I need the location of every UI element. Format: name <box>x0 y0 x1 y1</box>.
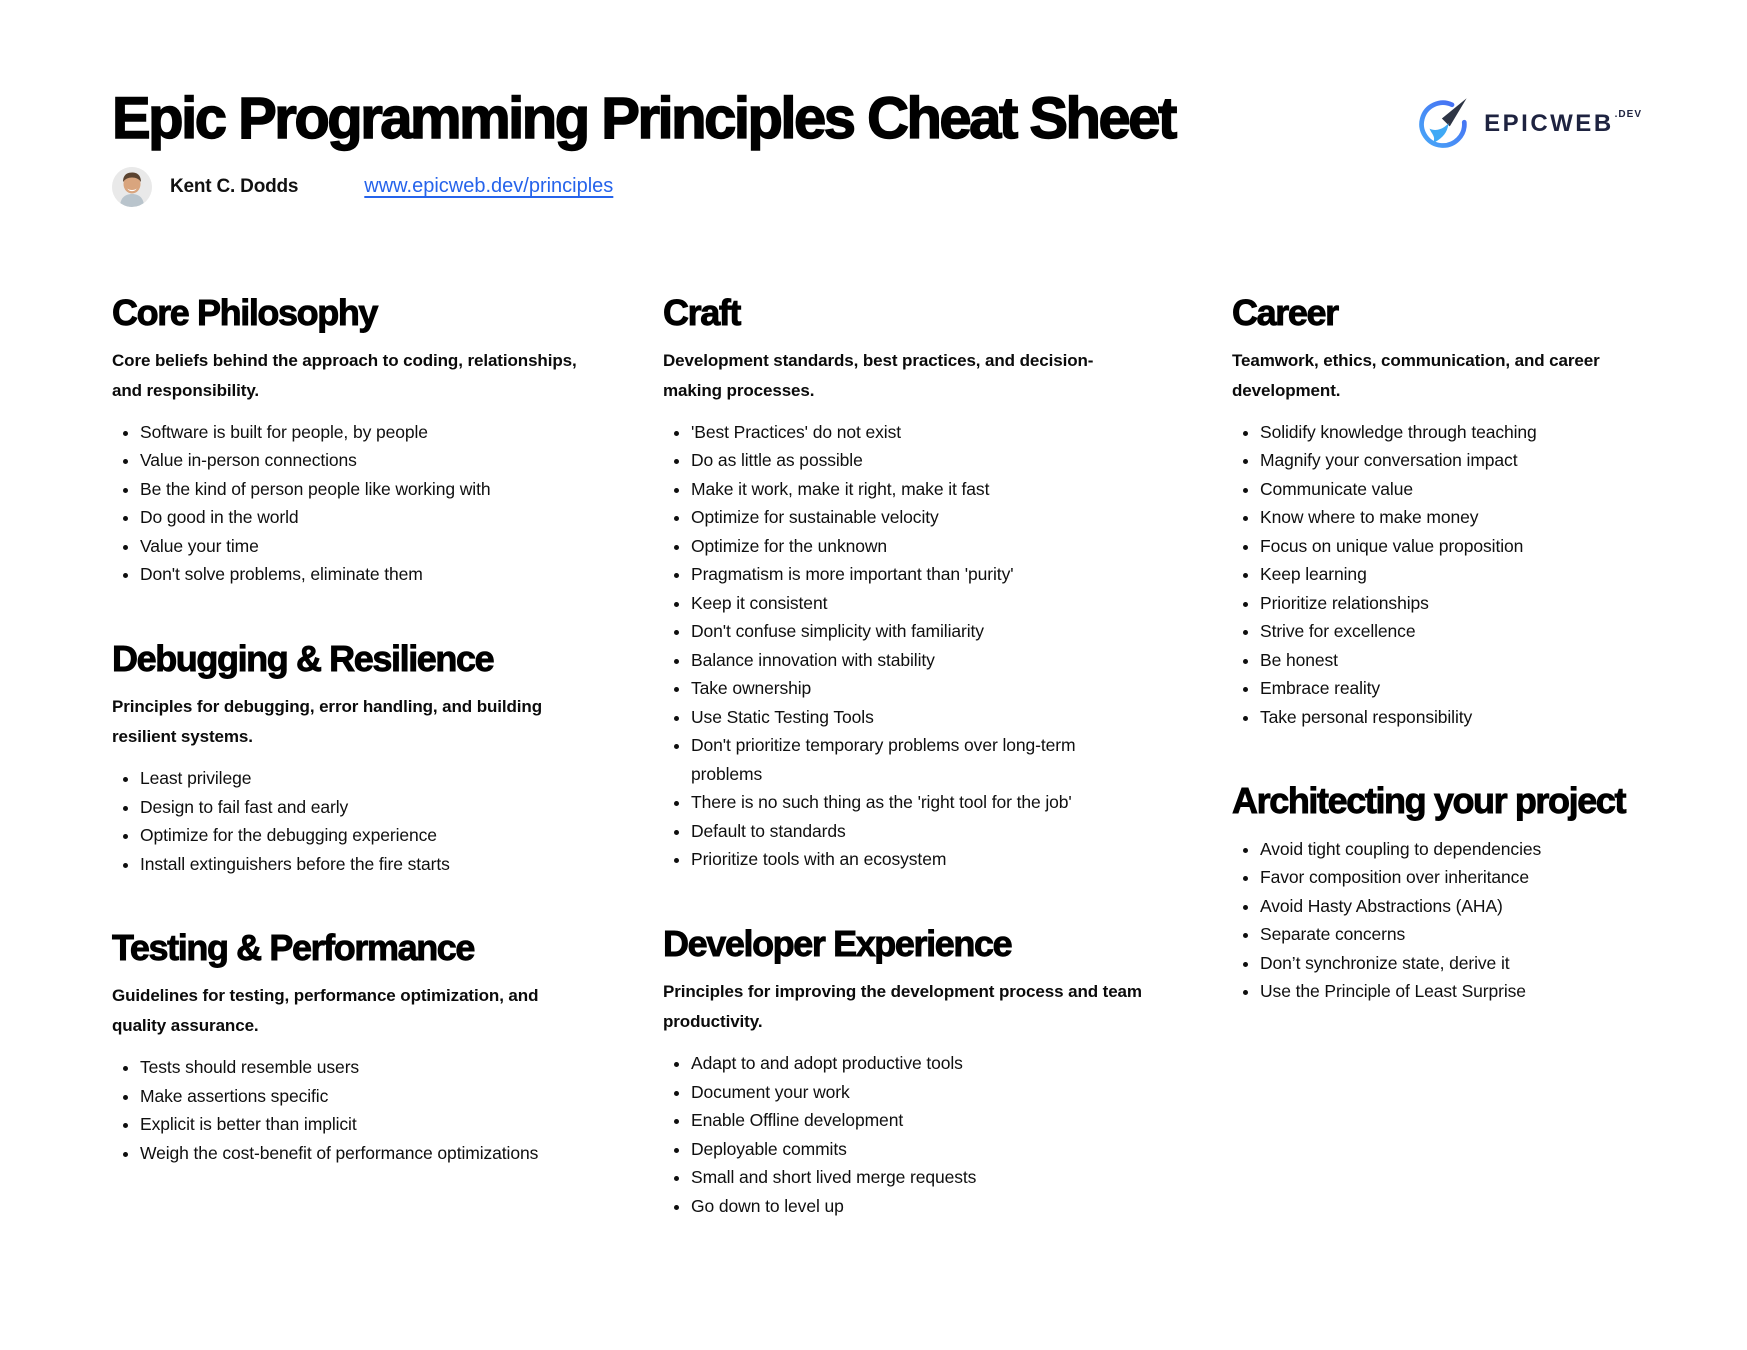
principles-list <box>663 418 1143 874</box>
column-1 <box>112 291 582 1168</box>
list-item: • Don’t synchronize state, derive it <box>1260 949 1672 978</box>
list-item: • Avoid Hasty Abstractions (AHA) <box>1260 892 1672 921</box>
section-heading: Debugging & Resilience <box>112 637 494 679</box>
column-3 <box>1232 291 1672 1006</box>
section-testing-performance <box>112 926 582 1167</box>
section-heading: Developer Experience <box>663 922 1012 964</box>
principles-list <box>112 1053 582 1167</box>
list-item: • Take personal responsibility <box>1260 703 1672 732</box>
list-item: • Don't prioritize temporary problems over long-term problems <box>691 731 1143 788</box>
list-item: • Communicate value <box>1260 475 1672 504</box>
header-left <box>112 86 1175 207</box>
list-item: • Small and short lived merge requests <box>691 1163 1143 1192</box>
list-item: • Avoid tight coupling to dependencies <box>1260 835 1672 864</box>
header <box>112 86 1672 207</box>
section-core-philosophy <box>112 291 582 589</box>
section-description: Principles for improving the development process and team productivity. <box>663 982 1142 1032</box>
list-item: • 'Best Practices' do not exist <box>691 418 1143 447</box>
list-item: • Install extinguishers before the fire starts <box>140 850 582 879</box>
epicweb-logo <box>1416 96 1642 150</box>
list-item: • Explicit is better than implicit <box>140 1110 582 1139</box>
brand-wordmark <box>1484 109 1642 138</box>
principles-list <box>112 764 582 878</box>
avatar-photo <box>112 167 152 207</box>
list-item: • Design to fail fast and early <box>140 793 582 822</box>
list-item: • Make it work, make it right, make it fast <box>691 475 1143 504</box>
section-heading: Testing & Performance <box>112 927 475 969</box>
list-item: • Use Static Testing Tools <box>691 703 1143 732</box>
list-item: • Solidify knowledge through teaching <box>1260 418 1672 447</box>
list-item: • There is no such thing as the 'right tool for the job' <box>691 788 1143 817</box>
list-item: • Embrace reality <box>1260 674 1672 703</box>
page-title: Epic Programming Principles Cheat Sheet <box>112 86 1175 151</box>
epicweb-rocket-icon <box>1416 96 1470 150</box>
content-columns <box>112 291 1672 1220</box>
list-item: • Weigh the cost-benefit of performance optimizations <box>140 1139 582 1168</box>
section-craft <box>663 291 1143 874</box>
list-item: • Favor composition over inheritance <box>1260 863 1672 892</box>
principles-list <box>1232 418 1672 732</box>
list-item: • Don't confuse simplicity with familiarity <box>691 617 1143 646</box>
section-career <box>1232 291 1672 732</box>
list-item: • Separate concerns <box>1260 920 1672 949</box>
list-item: • Be honest <box>1260 646 1672 675</box>
list-item: • Optimize for the debugging experience <box>140 821 582 850</box>
list-item: • Take ownership <box>691 674 1143 703</box>
author-row <box>112 167 1175 207</box>
section-description: Guidelines for testing, performance optimization, and quality assurance. <box>112 986 539 1036</box>
list-item: • Keep learning <box>1260 560 1672 589</box>
section-heading: Core Philosophy <box>112 291 378 333</box>
list-item: • Prioritize relationships <box>1260 589 1672 618</box>
brand-tld: .DEV <box>1614 108 1642 120</box>
list-item: • Software is built for people, by people <box>140 418 582 447</box>
list-item: • Magnify your conversation impact <box>1260 446 1672 475</box>
list-item: • Optimize for sustainable velocity <box>691 503 1143 532</box>
section-description: Core beliefs behind the approach to coding, relationships, and responsibility. <box>112 350 577 400</box>
section-developer-experience <box>663 922 1143 1220</box>
list-item: • Tests should resemble users <box>140 1053 582 1082</box>
list-item: • Know where to make money <box>1260 503 1672 532</box>
section-architecting-your-project <box>1232 779 1672 1005</box>
list-item: • Value in-person connections <box>140 446 582 475</box>
column-2 <box>663 291 1143 1220</box>
list-item: • Make assertions specific <box>140 1082 582 1111</box>
list-item: • Keep it consistent <box>691 589 1143 618</box>
principles-link[interactable]: www.epicweb.dev/principles <box>364 175 614 198</box>
list-item: • Don't solve problems, eliminate them <box>140 560 582 589</box>
section-description: Development standards, best practices, and decision-making processes. <box>663 350 1094 400</box>
section-debugging-resilience <box>112 637 582 878</box>
principles-list <box>663 1049 1143 1220</box>
principles-list <box>112 418 582 589</box>
list-item: • Go down to level up <box>691 1192 1143 1221</box>
list-item: • Adapt to and adopt productive tools <box>691 1049 1143 1078</box>
list-item: • Optimize for the unknown <box>691 532 1143 561</box>
brand-text: EPICWEB <box>1484 109 1614 137</box>
section-description: Principles for debugging, error handling, and building resilient systems. <box>112 697 542 747</box>
section-description: Teamwork, ethics, communication, and career development. <box>1232 350 1600 400</box>
list-item: • Pragmatism is more important than 'purity' <box>691 560 1143 589</box>
list-item: • Be the kind of person people like working with <box>140 475 582 504</box>
list-item: • Prioritize tools with an ecosystem <box>691 845 1143 874</box>
list-item: • Default to standards <box>691 817 1143 846</box>
list-item: • Least privilege <box>140 764 582 793</box>
section-heading: Architecting your project <box>1232 780 1626 822</box>
principles-list <box>1232 835 1672 1006</box>
list-item: • Enable Offline development <box>691 1106 1143 1135</box>
list-item: • Deployable commits <box>691 1135 1143 1164</box>
section-heading: Career <box>1232 291 1338 333</box>
author-name: Kent C. Dodds <box>170 175 299 197</box>
list-item: • Document your work <box>691 1078 1143 1107</box>
list-item: • Strive for excellence <box>1260 617 1672 646</box>
avatar <box>112 167 152 207</box>
list-item: • Do as little as possible <box>691 446 1143 475</box>
list-item: • Do good in the world <box>140 503 582 532</box>
section-heading: Craft <box>663 291 741 333</box>
list-item: • Use the Principle of Least Surprise <box>1260 977 1672 1006</box>
list-item: • Balance innovation with stability <box>691 646 1143 675</box>
list-item: • Value your time <box>140 532 582 561</box>
list-item: • Focus on unique value proposition <box>1260 532 1672 561</box>
